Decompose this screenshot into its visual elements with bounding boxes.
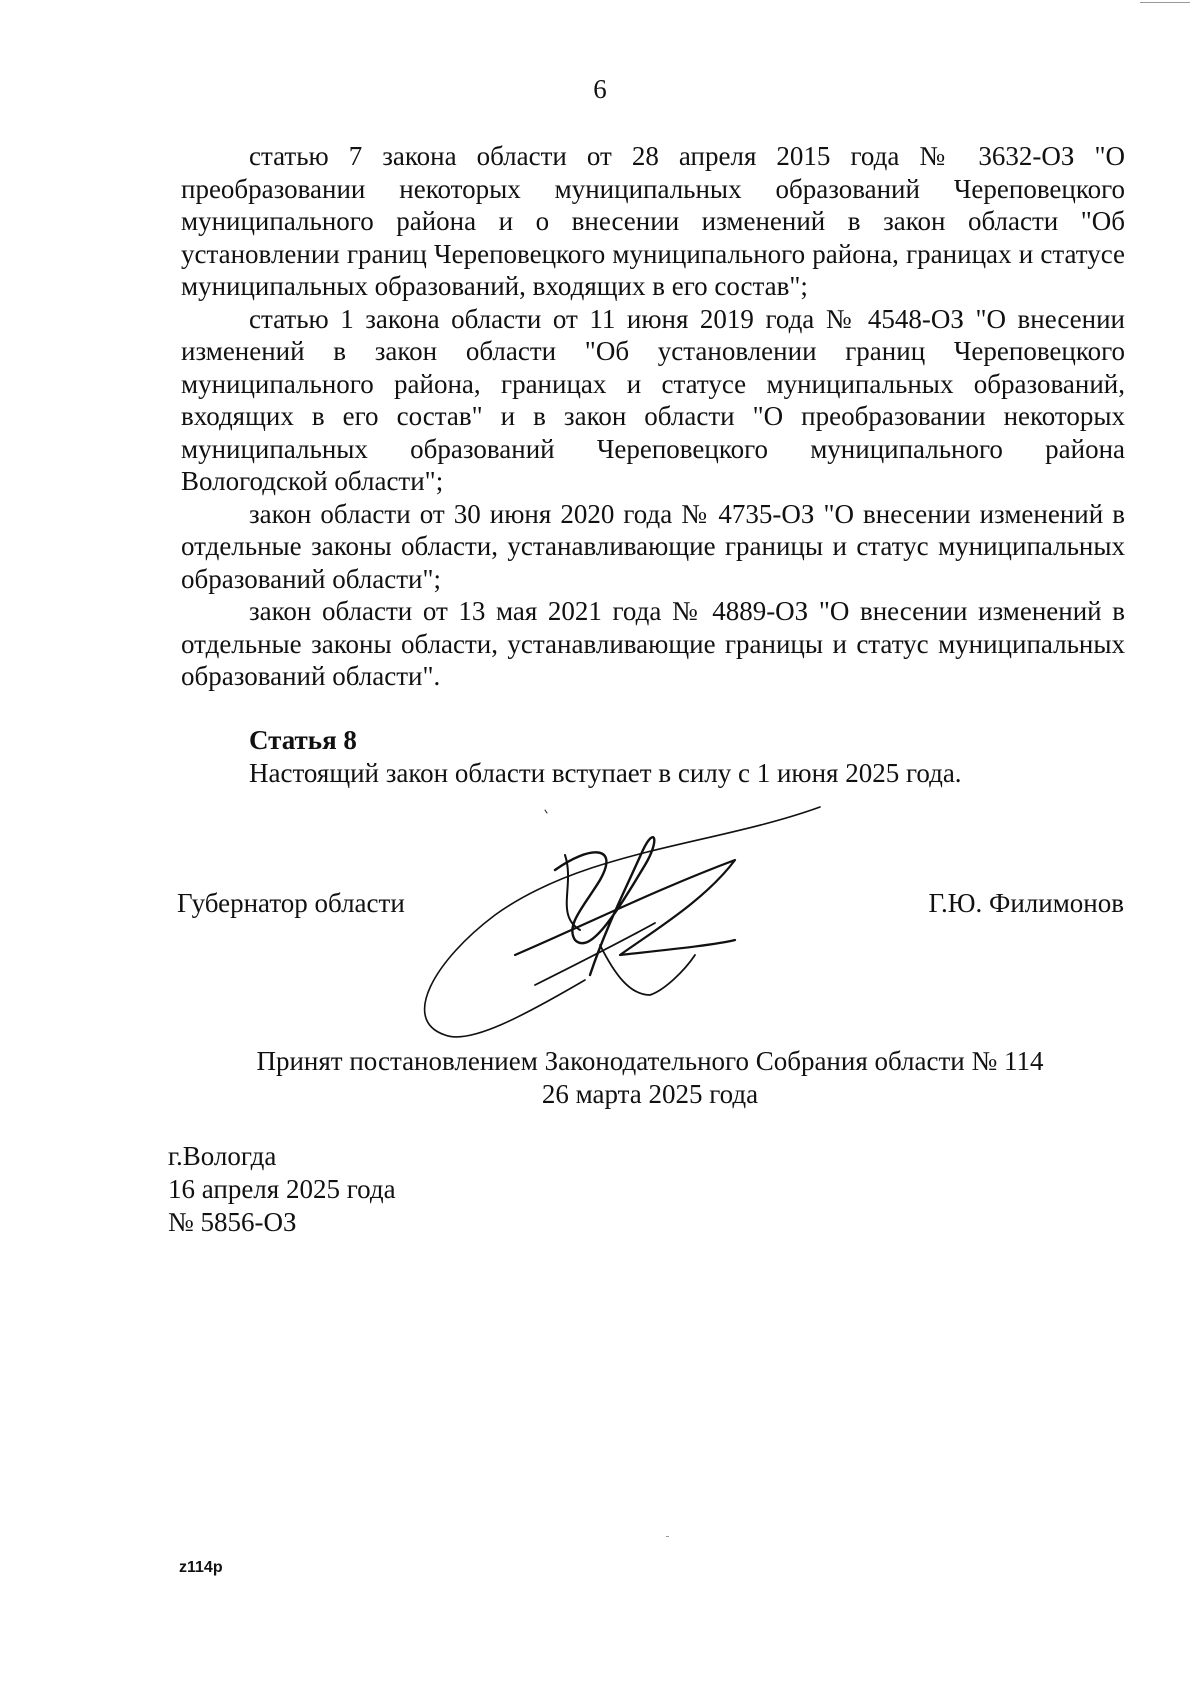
paragraph-law-4735: закон области от 30 июня 2020 года № 4735-ОЗ "О внесении изменений в отдельные законы области, устанавливающие границы и статус муниципальных образований области"; — [181, 498, 1125, 594]
article-heading: Статья 8 — [249, 725, 357, 755]
adoption-note — [0, 1045, 1200, 1111]
handwritten-signature — [415, 805, 835, 1050]
paragraph-law-3632: статью 7 закона области от 28 апреля 2015 года № 3632-ОЗ "О преобразовании некоторых муниципальных образований Череповецкого муниципального района и о внесении изменений в закон области "Об установлении границ Череповецкого муниципального района, границах и статусе муниципальных образований, входящих в его состав"; — [181, 141, 1125, 301]
place-city: г.Вологда — [168, 1141, 277, 1171]
signing-date: 16 апреля 2025 года — [168, 1174, 396, 1204]
scan-edge-mark — [1140, 2, 1190, 3]
governor-title: Губернатор области — [177, 888, 405, 918]
law-amendments-list — [181, 140, 1125, 693]
document-code: z114p — [179, 1559, 223, 1576]
adoption-date: 26 марта 2025 года — [541, 1079, 759, 1109]
place-date-number — [168, 1140, 396, 1239]
article-text: Настоящий закон области вступает в силу с 1 июня 2025 года. — [249, 758, 962, 788]
page-number: 6 — [593, 74, 607, 104]
adoption-line-1: Принят постановлением Законодательного Собрания области № 114 — [256, 1046, 1044, 1076]
paragraph-law-4889: закон области от 13 мая 2021 года № 4889-ОЗ "О внесении изменений в отдельные законы области, устанавливающие границы и статус муниципальных образований области". — [181, 596, 1125, 691]
governor-name: Г.Ю. Филимонов — [928, 888, 1124, 918]
paragraph-law-4548: статью 1 закона области от 11 июня 2019 года № 4548-ОЗ "О внесении изменений в закон области "Об установлении границ Череповецкого муниципального района, границах и статусе муниципальных образований, входящих в его состав" и в закон области "О преобразовании некоторых муниципальных образований Череповецкого муниципального района Вологодской области"; — [181, 303, 1125, 496]
scan-speck — [666, 1536, 669, 1537]
law-number: № 5856-ОЗ — [168, 1207, 297, 1237]
